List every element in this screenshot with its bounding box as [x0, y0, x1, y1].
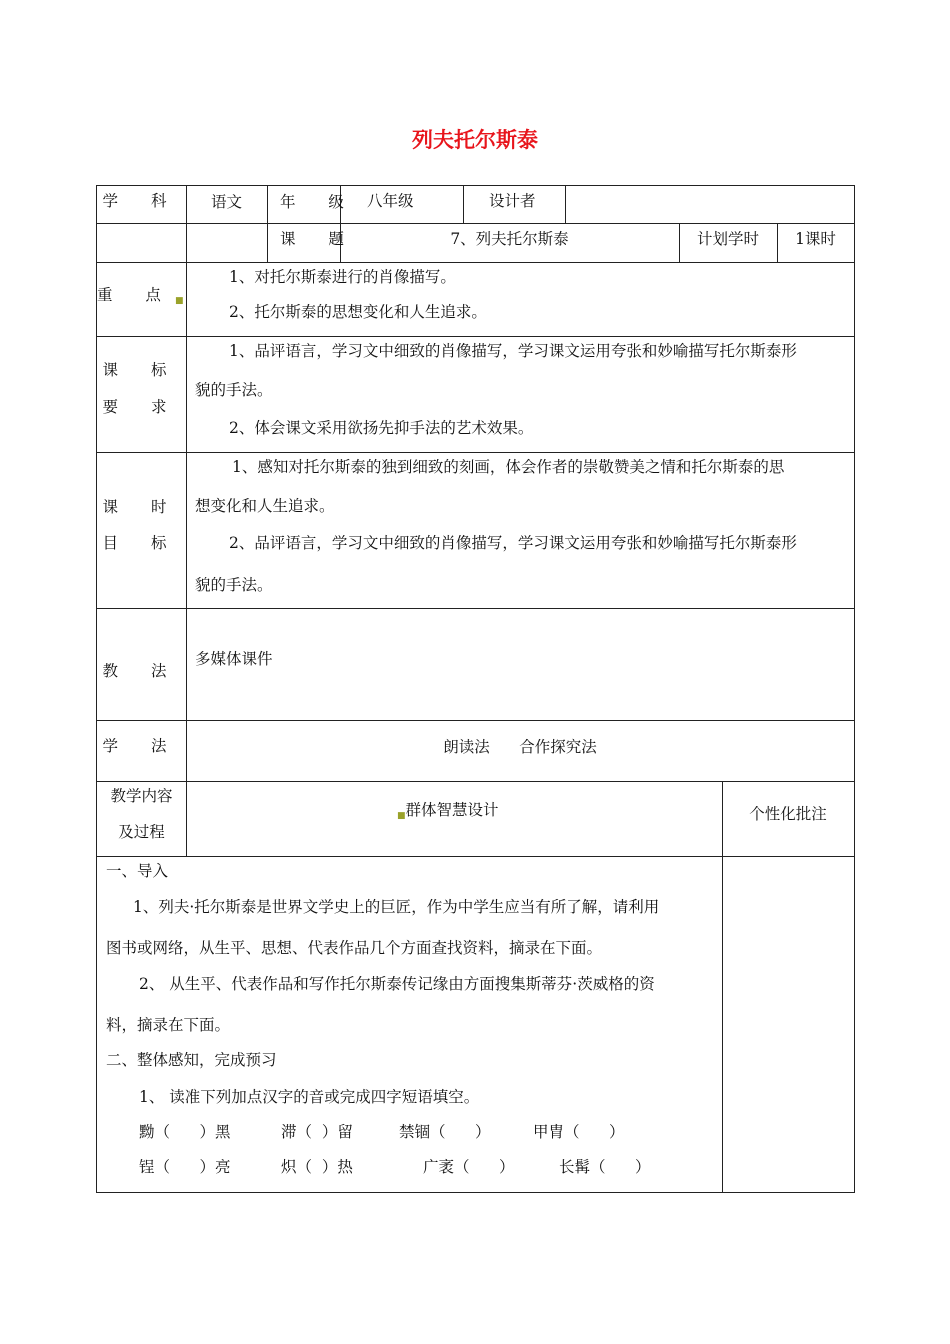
fill-item: 黝（ ）黑 — [139, 1123, 231, 1141]
section-heading: 二、整体感知，完成预习 — [106, 1051, 277, 1069]
column-divider — [463, 186, 464, 223]
content-line: 料，摘录在下面。 — [106, 1016, 231, 1034]
grade-label: 年 级 — [280, 193, 358, 211]
document-title: 列夫托尔斯泰 — [412, 128, 538, 152]
teaching-method-label: 教 法 — [102, 662, 181, 680]
row-divider — [97, 223, 854, 224]
content-line: 1、 读准下列加点汉字的音或完成四字短语填空。 — [139, 1088, 480, 1106]
topic-value: 7、列夫托尔斯泰 — [450, 230, 569, 248]
fill-item: 滞（ ）留 — [281, 1123, 353, 1141]
teaching-method-value: 多媒体课件 — [195, 650, 273, 668]
annotation-column-header: 个性化批注 — [749, 805, 827, 823]
standards-label: 要 求 — [102, 398, 181, 416]
row-divider — [97, 781, 854, 782]
objectives-label: 课 时 — [102, 498, 181, 516]
fill-item: 长髯（ ） — [559, 1158, 651, 1176]
subject-value: 语文 — [211, 193, 243, 211]
standards-line: 2、体会课文采用欲扬先抑手法的艺术效果。 — [229, 419, 534, 437]
row-divider — [97, 336, 854, 337]
process-label: 教学内容 — [110, 787, 173, 805]
content-line: 2、 从生平、代表作品和写作托尔斯泰传记缘由方面搜集斯蒂芬·茨威格的资 — [139, 975, 655, 993]
standards-label: 课 标 — [102, 361, 181, 379]
content-line: 1、列夫·托尔斯泰是世界文学史上的巨匠，作为中学生应当有所了解，请利用 — [133, 898, 660, 916]
column-divider — [722, 781, 723, 1192]
note-mark: ■ — [174, 296, 198, 306]
objectives-line: 貌的手法。 — [195, 576, 273, 594]
row-divider — [97, 452, 854, 453]
row-divider — [97, 608, 854, 609]
objectives-line: 1、感知对托尔斯泰的独到细致的刻画，体会作者的崇敬赞美之情和托尔斯泰的思 — [232, 458, 785, 476]
section-heading: 一、导入 — [106, 862, 169, 880]
objectives-line: 2、品评语言，学习文中细致的肖像描写，学习课文运用夸张和妙喻描写托尔斯泰形 — [229, 534, 797, 552]
fill-item: 广袤（ ） — [423, 1158, 515, 1176]
row-divider — [97, 856, 854, 857]
objectives-label: 目 标 — [102, 534, 181, 552]
key-points-label: 重 点■ — [97, 286, 198, 306]
process-label: 及过程 — [118, 823, 165, 841]
fill-item: 锃（ ）亮 — [139, 1158, 231, 1176]
hours-value: 1课时 — [795, 230, 836, 248]
learning-method-value: 朗读法 合作探究法 — [443, 738, 597, 756]
hours-label: 计划学时 — [696, 230, 759, 248]
column-divider — [267, 186, 268, 262]
row-divider — [97, 262, 854, 263]
row-divider — [97, 720, 854, 721]
grade-value: 八年级 — [367, 192, 414, 210]
key-points-line: 1、对托尔斯泰进行的肖像描写。 — [229, 268, 456, 286]
content-line: 图书或网络，从生平、思想、代表作品几个方面查找资料，摘录在下面。 — [106, 939, 603, 957]
subject-label: 学 科 — [102, 192, 181, 210]
lesson-plan-table — [96, 185, 855, 1193]
key-points-line: 2、托尔斯泰的思想变化和人生追求。 — [229, 303, 487, 321]
objectives-line: 想变化和人生追求。 — [195, 497, 335, 515]
design-column-header: ■群体智慧设计 — [397, 801, 499, 821]
fill-item: 炽（ ）热 — [281, 1158, 353, 1176]
standards-line: 貌的手法。 — [195, 381, 273, 399]
learning-method-label: 学 法 — [102, 737, 181, 755]
topic-label: 课 题 — [280, 230, 358, 248]
standards-line: 1、品评语言，学习文中细致的肖像描写，学习课文运用夸张和妙喻描写托尔斯泰形 — [229, 342, 797, 360]
fill-item: 甲胄（ ） — [533, 1123, 625, 1141]
designer-label: 设计者 — [489, 192, 536, 210]
column-divider — [565, 186, 566, 223]
note-mark: ■ — [397, 811, 406, 821]
fill-item: 禁锢（ ） — [399, 1123, 491, 1141]
